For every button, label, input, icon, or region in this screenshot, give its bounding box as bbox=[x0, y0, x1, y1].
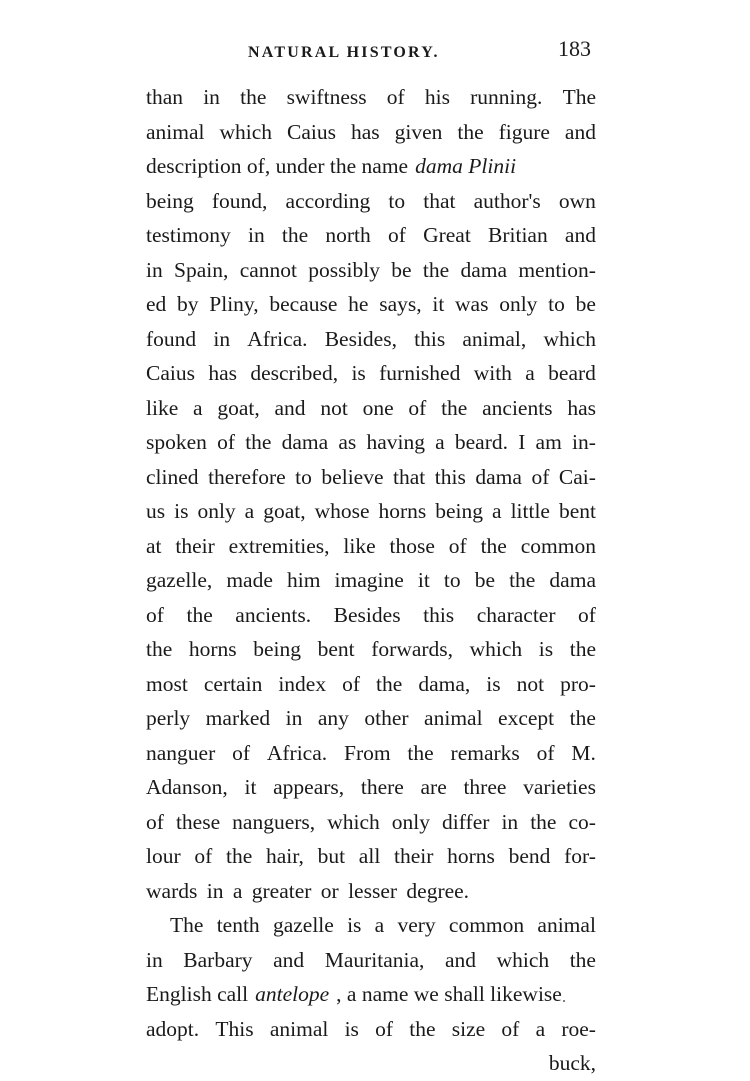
word: in bbox=[203, 85, 220, 109]
text-line bbox=[146, 460, 596, 495]
italic-term-antelope: antelope bbox=[255, 982, 330, 1006]
word: Caius bbox=[146, 361, 195, 385]
word: a bbox=[244, 499, 255, 523]
word: Adanson, bbox=[146, 775, 228, 799]
word: clined bbox=[146, 464, 199, 489]
word: of bbox=[194, 844, 213, 868]
word: mention- bbox=[518, 257, 596, 282]
word: animal bbox=[537, 913, 596, 937]
word: Africa. bbox=[247, 326, 308, 351]
word: all bbox=[358, 844, 381, 868]
word: most bbox=[146, 671, 188, 696]
word: their bbox=[394, 844, 434, 868]
word: has bbox=[350, 119, 380, 144]
word: appears, bbox=[273, 775, 345, 799]
word: dama bbox=[475, 464, 522, 489]
word: to bbox=[443, 568, 461, 592]
word: dama, bbox=[418, 671, 471, 696]
word: the bbox=[409, 1016, 436, 1041]
word: one bbox=[362, 395, 394, 420]
word: pro- bbox=[560, 671, 596, 696]
word: horns bbox=[378, 499, 427, 523]
word: their bbox=[175, 533, 215, 558]
text-line bbox=[146, 977, 596, 1012]
word: he bbox=[348, 292, 369, 316]
word: according bbox=[285, 188, 371, 213]
word: because bbox=[269, 292, 338, 316]
word: which bbox=[496, 947, 550, 972]
word: in bbox=[146, 257, 163, 282]
word: animal bbox=[269, 1016, 329, 1041]
word: of bbox=[146, 809, 164, 834]
word: I bbox=[518, 430, 526, 454]
word: own bbox=[558, 188, 596, 213]
word: is bbox=[347, 913, 362, 937]
word: of bbox=[342, 671, 361, 696]
word: bent bbox=[558, 499, 596, 523]
word: him bbox=[286, 568, 321, 592]
word: The bbox=[170, 913, 204, 937]
word: possibly bbox=[308, 257, 380, 282]
word: of bbox=[531, 464, 550, 489]
word: of bbox=[232, 740, 251, 765]
word: there bbox=[360, 775, 404, 799]
text-line bbox=[146, 287, 596, 322]
word: made bbox=[226, 568, 273, 592]
word: horns bbox=[188, 637, 237, 661]
paper-speck bbox=[563, 1000, 565, 1002]
word: extremities, bbox=[228, 533, 330, 558]
word: Caius bbox=[287, 119, 336, 144]
word: This bbox=[215, 1016, 254, 1041]
word: by bbox=[177, 292, 199, 316]
word: not bbox=[320, 395, 348, 420]
text-line bbox=[146, 391, 596, 426]
word: those bbox=[389, 533, 435, 558]
word: furnished bbox=[379, 361, 461, 385]
word: than bbox=[146, 85, 184, 109]
word: the bbox=[407, 740, 434, 765]
word: gazelle, bbox=[146, 568, 213, 592]
word: beard bbox=[548, 361, 596, 385]
word: at bbox=[146, 533, 162, 558]
text-line bbox=[146, 701, 596, 736]
text-line-part: English call bbox=[146, 982, 249, 1006]
word: figure bbox=[498, 119, 550, 144]
word: in bbox=[213, 326, 231, 351]
word: of bbox=[387, 223, 406, 247]
word: differ bbox=[442, 809, 490, 834]
text-line bbox=[146, 770, 596, 805]
word: it bbox=[417, 568, 430, 592]
word: goat, bbox=[263, 499, 306, 523]
word: bent bbox=[317, 637, 355, 661]
word: of bbox=[448, 533, 467, 558]
text-line bbox=[146, 218, 596, 253]
word: the bbox=[186, 602, 213, 627]
word: only bbox=[499, 292, 538, 316]
text-line-paragraph-start bbox=[146, 908, 596, 943]
word: says, bbox=[379, 292, 422, 316]
word: and bbox=[274, 395, 306, 420]
word: is bbox=[351, 361, 366, 385]
word: except bbox=[498, 706, 555, 730]
word: this bbox=[414, 326, 446, 351]
word: of bbox=[408, 395, 427, 420]
word: swiftness bbox=[286, 85, 367, 109]
word: Britian bbox=[488, 223, 548, 247]
text-line-part: description of, under the name bbox=[146, 154, 409, 178]
word: of bbox=[146, 602, 164, 627]
word: any bbox=[317, 706, 349, 730]
word: in- bbox=[571, 430, 596, 454]
word: his bbox=[424, 85, 450, 109]
word: beard. bbox=[454, 430, 509, 454]
word: Africa. bbox=[266, 740, 328, 765]
word: is bbox=[174, 499, 189, 523]
word: imagine bbox=[334, 568, 404, 592]
word: forwards, bbox=[371, 637, 454, 661]
word: M. bbox=[571, 740, 596, 765]
word: character bbox=[476, 602, 556, 627]
word: dama bbox=[460, 257, 508, 282]
catchword: buck, bbox=[548, 1051, 596, 1075]
word: for- bbox=[564, 844, 596, 868]
word: it bbox=[432, 292, 445, 316]
word: Besides, bbox=[324, 326, 397, 351]
word: believe bbox=[321, 464, 384, 489]
text-line bbox=[146, 425, 596, 460]
word: The bbox=[562, 85, 596, 109]
word: the bbox=[240, 85, 267, 109]
word: Cai- bbox=[558, 464, 596, 489]
text-line bbox=[146, 667, 596, 702]
text-line bbox=[146, 529, 596, 564]
text-line-part: , a name we shall likewise bbox=[336, 982, 562, 1006]
word: are bbox=[420, 775, 447, 799]
word: be bbox=[575, 292, 596, 316]
word: these bbox=[175, 809, 221, 834]
word: to bbox=[548, 292, 565, 316]
word: not bbox=[516, 671, 545, 696]
text-line-paragraph-end: wards in a greater or lesser degree. bbox=[146, 878, 470, 903]
word: that bbox=[393, 464, 426, 489]
word: which bbox=[327, 809, 380, 834]
word: given bbox=[394, 119, 443, 144]
word: to bbox=[295, 464, 312, 489]
word: animal, bbox=[462, 326, 527, 351]
word: ed bbox=[146, 292, 167, 316]
word: lour bbox=[146, 844, 181, 868]
word: in bbox=[501, 809, 519, 834]
word: is bbox=[344, 1016, 359, 1041]
word: roe- bbox=[561, 1016, 596, 1041]
word: animal bbox=[146, 119, 205, 144]
text-line bbox=[146, 322, 596, 357]
word: hair, bbox=[265, 844, 304, 868]
word: the bbox=[569, 947, 596, 972]
word: like bbox=[146, 395, 179, 420]
word: cannot bbox=[239, 257, 297, 282]
word: a bbox=[535, 1016, 546, 1041]
word: ancients bbox=[482, 395, 553, 420]
text-line bbox=[146, 632, 596, 667]
word: very bbox=[397, 913, 436, 937]
word: adopt. bbox=[146, 1016, 200, 1041]
word: described, bbox=[250, 361, 339, 385]
word: found bbox=[146, 326, 197, 351]
word: be bbox=[474, 568, 495, 592]
word: in bbox=[285, 706, 303, 730]
word: From bbox=[343, 740, 391, 765]
text-line bbox=[146, 805, 596, 840]
word: animal bbox=[424, 706, 483, 730]
page-number: 183 bbox=[558, 36, 591, 61]
word: horns bbox=[447, 844, 495, 868]
word: perly bbox=[146, 706, 191, 730]
word: north bbox=[325, 223, 371, 247]
word: a bbox=[525, 361, 535, 385]
body-text bbox=[146, 80, 596, 1081]
word: marked bbox=[205, 706, 271, 730]
word: and bbox=[273, 947, 305, 972]
word: Besides bbox=[333, 602, 401, 627]
word: a bbox=[435, 430, 445, 454]
word: common bbox=[520, 533, 596, 558]
word: the bbox=[457, 119, 484, 144]
word: gazelle bbox=[272, 913, 334, 937]
word: a bbox=[374, 913, 385, 937]
text-line bbox=[146, 115, 596, 150]
word: with bbox=[473, 361, 512, 385]
text-line bbox=[146, 839, 596, 874]
word: having bbox=[366, 430, 425, 454]
word: is bbox=[538, 637, 554, 661]
word: a bbox=[492, 499, 502, 523]
text-line bbox=[146, 149, 596, 184]
word: and bbox=[564, 119, 596, 144]
text-line bbox=[146, 253, 596, 288]
word: whose bbox=[314, 499, 370, 523]
word: the bbox=[146, 637, 173, 661]
word: which bbox=[219, 119, 273, 144]
text-line bbox=[146, 563, 596, 598]
word: three bbox=[463, 775, 507, 799]
word: is bbox=[486, 671, 501, 696]
running-title: NATURAL HISTORY. bbox=[248, 44, 440, 61]
word: bend bbox=[508, 844, 551, 868]
word: of bbox=[536, 740, 555, 765]
word: Great bbox=[423, 223, 471, 247]
word: the bbox=[569, 706, 596, 730]
word: has bbox=[567, 395, 596, 420]
text-line bbox=[146, 80, 596, 115]
word: Barbary bbox=[183, 947, 253, 972]
word: and bbox=[564, 223, 596, 247]
word: of bbox=[375, 1016, 394, 1041]
word: other bbox=[364, 706, 409, 730]
word: being bbox=[146, 188, 194, 213]
word: of bbox=[578, 602, 596, 627]
word: as bbox=[338, 430, 357, 454]
italic-term-dama-plinii: dama Plinii bbox=[415, 154, 517, 178]
word: be bbox=[391, 257, 412, 282]
text-line bbox=[146, 736, 596, 771]
word: but bbox=[317, 844, 346, 868]
word: little bbox=[510, 499, 550, 523]
text-line bbox=[146, 356, 596, 391]
word: of bbox=[501, 1016, 520, 1041]
word: the bbox=[569, 637, 596, 661]
word: only bbox=[391, 809, 431, 834]
word: varieties bbox=[523, 775, 596, 799]
word: of bbox=[386, 85, 405, 109]
word: size bbox=[451, 1016, 486, 1041]
word: a bbox=[193, 395, 203, 420]
text-line bbox=[146, 184, 596, 219]
word: Pliny, bbox=[209, 292, 259, 316]
word: certain bbox=[203, 671, 263, 696]
word: in bbox=[146, 947, 163, 972]
word: nanguer bbox=[146, 740, 216, 765]
word: goat, bbox=[217, 395, 260, 420]
word: the bbox=[225, 844, 253, 868]
word: dama bbox=[281, 430, 329, 454]
word: which bbox=[469, 637, 523, 661]
word: the bbox=[376, 671, 403, 696]
word: spoken bbox=[146, 430, 207, 454]
word: tenth bbox=[216, 913, 260, 937]
word: therefore bbox=[208, 464, 286, 489]
word: that bbox=[423, 188, 456, 213]
word: running. bbox=[470, 85, 543, 109]
word: the bbox=[441, 395, 468, 420]
word: Spain, bbox=[174, 257, 229, 282]
word: testimony bbox=[146, 223, 231, 247]
word: being bbox=[435, 499, 484, 523]
word: common bbox=[448, 913, 525, 937]
text-line bbox=[146, 943, 596, 978]
word: the bbox=[422, 257, 450, 282]
word: like bbox=[343, 533, 376, 558]
word: dama bbox=[549, 568, 596, 592]
word: has bbox=[208, 361, 237, 385]
word: found, bbox=[211, 188, 268, 213]
word: in bbox=[248, 223, 265, 247]
word: ancients. bbox=[235, 602, 312, 627]
word: the bbox=[530, 809, 557, 834]
word: only bbox=[197, 499, 236, 523]
word: was bbox=[455, 292, 489, 316]
word: of bbox=[217, 430, 236, 454]
text-line bbox=[146, 1012, 596, 1047]
word: the bbox=[281, 223, 309, 247]
word: remarks bbox=[450, 740, 520, 765]
text-line bbox=[146, 598, 596, 633]
text-line bbox=[146, 494, 596, 529]
word: and bbox=[444, 947, 477, 972]
word: which bbox=[543, 326, 596, 351]
word: this bbox=[434, 464, 466, 489]
word: being bbox=[253, 637, 302, 661]
word: nanguers, bbox=[232, 809, 316, 834]
word: index bbox=[278, 671, 327, 696]
word: the bbox=[509, 568, 536, 592]
word: the bbox=[245, 430, 272, 454]
word: this bbox=[423, 602, 455, 627]
word: to bbox=[388, 188, 406, 213]
word: co- bbox=[568, 809, 596, 834]
word: the bbox=[480, 533, 507, 558]
word: us bbox=[146, 499, 166, 523]
word: author's bbox=[473, 188, 541, 213]
word: am bbox=[535, 430, 562, 454]
word: Mauritania, bbox=[324, 947, 425, 972]
word: it bbox=[244, 775, 257, 799]
